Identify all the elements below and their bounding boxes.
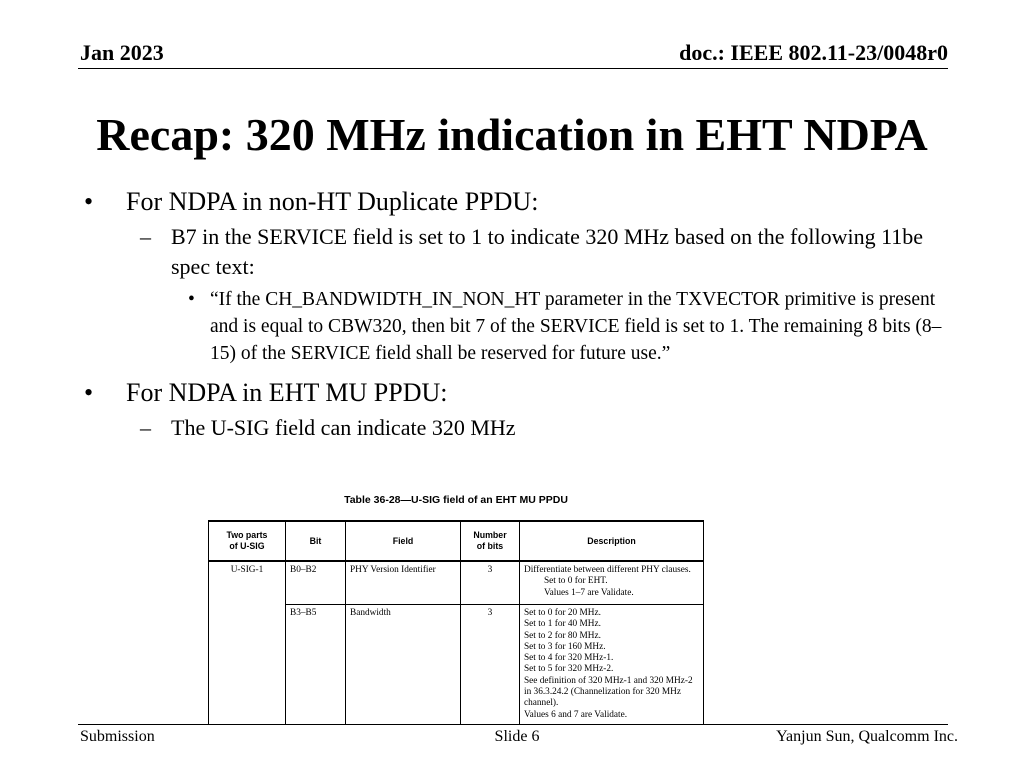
cell-description <box>520 561 704 605</box>
cell-num-bits: 3 <box>461 561 520 605</box>
footer-author: Yanjun Sun, Qualcomm Inc. <box>776 728 958 745</box>
desc-line: Set to 4 for 320 MHz-1. <box>524 653 614 664</box>
header-divider <box>78 68 948 69</box>
bullet-marker: • <box>188 289 195 310</box>
dash-marker: – <box>140 224 151 249</box>
desc-line: Values 6 and 7 are Validate. <box>524 709 628 720</box>
desc-line: Set to 2 for 80 MHz. <box>524 630 601 641</box>
desc-line: Set to 1 for 40 MHz. <box>524 619 601 630</box>
sub-bullet-u-sig <box>80 413 960 443</box>
bullet-marker: • <box>84 378 94 407</box>
table-row <box>209 561 704 605</box>
sub-bullet-text: B7 in the SERVICE field is set to 1 to indicate 320 MHz based on the following 11be spec text: <box>171 224 924 279</box>
header-date: Jan 2023 <box>80 40 164 65</box>
slide-title: Recap: 320 MHz indication in EHT NDPA <box>96 109 928 160</box>
header-description: Description <box>520 521 704 561</box>
bullet-ndpa-eht-mu <box>80 377 960 409</box>
cell-field: Bandwidth <box>346 605 461 725</box>
cell-bit: B0–B2 <box>286 561 346 605</box>
table-caption: Table 36-28—U-SIG field of an EHT MU PPDU <box>344 494 568 506</box>
cell-field: PHY Version Identifier <box>346 561 461 605</box>
desc-line: Set to 5 for 320 MHz-2. <box>524 664 614 675</box>
desc-line: Set to 3 for 160 MHz. <box>524 641 606 652</box>
desc-line: Differentiate between different PHY clauses. <box>524 565 691 575</box>
cell-bit: B3–B5 <box>286 605 346 725</box>
desc-line: channel). <box>524 698 559 709</box>
sub-sub-bullet-spec-quote <box>80 286 960 367</box>
desc-line: Set to 0 for EHT. <box>544 576 608 587</box>
cell-part: U-SIG-1 <box>209 561 286 724</box>
sub-bullet-text: The U-SIG field can indicate 320 MHz <box>171 415 516 440</box>
desc-line: in 36.3.24.2 (Channelization for 320 MHz <box>524 687 681 698</box>
table-header-row <box>209 521 704 561</box>
bullet-text: For NDPA in non-HT Duplicate PPDU: <box>126 187 539 216</box>
cell-description <box>520 605 704 725</box>
footer-divider <box>78 724 948 725</box>
cell-num-bits: 3 <box>461 605 520 725</box>
desc-line: Values 1–7 are Validate. <box>544 587 634 598</box>
header-doc-id: doc.: IEEE 802.11-23/0048r0 <box>679 40 948 65</box>
dash-marker: – <box>140 415 151 440</box>
bullet-list <box>80 186 960 447</box>
desc-line: See definition of 320 MHz-1 and 320 MHz-2 <box>524 675 693 686</box>
bullet-text: For NDPA in EHT MU PPDU: <box>126 378 448 407</box>
header-bit: Bit <box>286 521 346 561</box>
u-sig-table <box>208 520 704 725</box>
spec-quote-text: “If the CH_BANDWIDTH_IN_NON_HT parameter in the TXVECTOR primitive is present and is equal to CBW320, then bit 7 of the SERVICE field is set to 1. The remaining 8 bits (8–15) of the SERVICE field shall be reserved for future use.” <box>210 289 942 364</box>
bullet-ndpa-non-ht <box>80 186 960 218</box>
footer-submission: Submission <box>80 728 155 745</box>
header-number-of-bits: Number of bits <box>461 521 520 561</box>
sub-bullet-b7-service <box>80 222 960 282</box>
desc-line: Set to 0 for 20 MHz. <box>524 608 601 618</box>
footer-slide-number: Slide 6 <box>494 728 540 745</box>
header-two-parts: Two parts of U-SIG <box>209 521 286 561</box>
bullet-marker: • <box>84 187 94 216</box>
header-field: Field <box>346 521 461 561</box>
